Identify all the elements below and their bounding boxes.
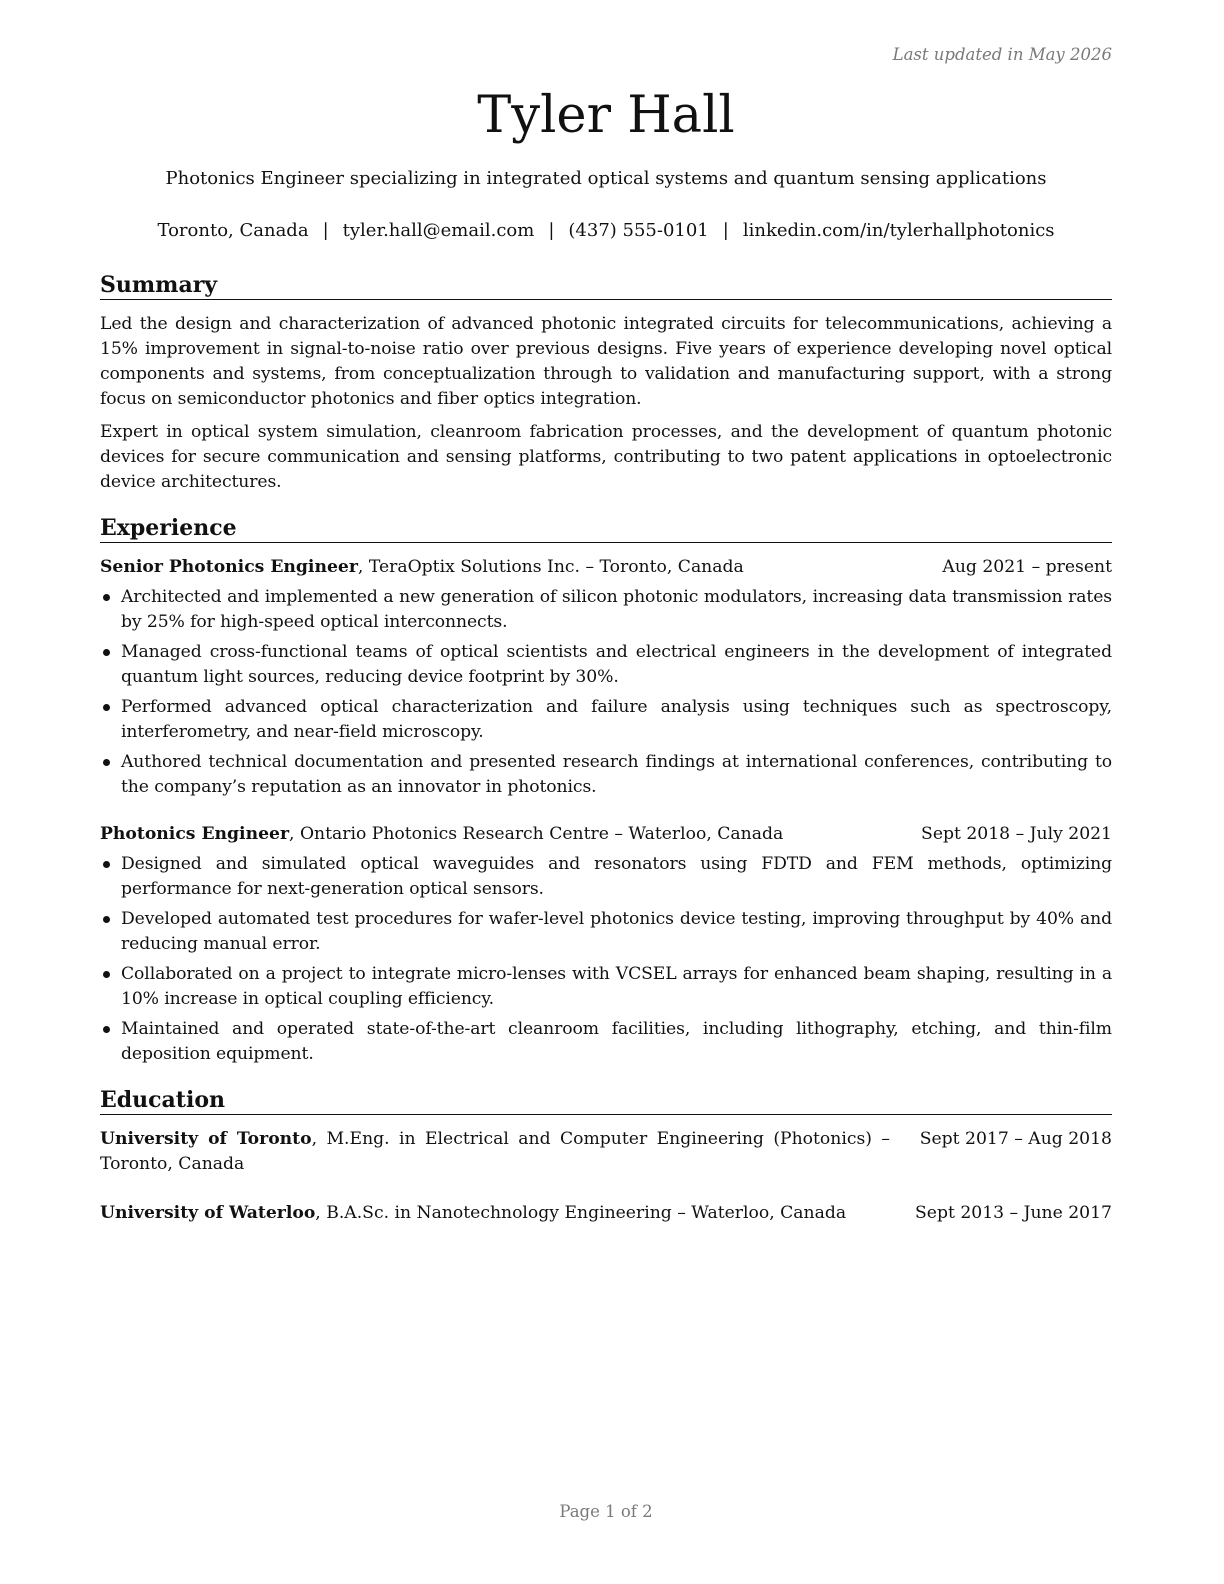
bullet-text: Performed advanced optical characterization and failure analysis using techniques such as spectroscopy, interferometry, and near-field microscopy. (121, 697, 1112, 742)
bullet-text: Collaborated on a project to integrate micro-lenses with VCSEL arrays for enhanced beam shaping, resulting in a 10% increase in optical coupling efficiency. (121, 964, 1112, 1009)
education-degree: , M.Eng. in Electrical and Computer Engineering (Photonics) – Toronto, Canada (100, 1129, 891, 1174)
bullet-dot-icon (103, 759, 110, 766)
bullet-dot-icon (103, 1026, 110, 1033)
bullet-dot-icon (103, 649, 110, 656)
section-title-summary: Summary (100, 272, 1112, 300)
job-bullets (100, 852, 1112, 1067)
education-entry (100, 1201, 1112, 1226)
job-entry (100, 555, 1112, 800)
bullet-text: Architected and implemented a new generation of silicon photonic modulators, increasing data transmission rates by 25% for high-speed optical interconnects. (121, 587, 1112, 632)
list-item (100, 907, 1112, 957)
job-entry (100, 822, 1112, 1067)
education-section (100, 1087, 1112, 1250)
job-title-line (100, 822, 783, 847)
bullet-text: Authored technical documentation and presented research findings at international conferences, contributing to the company’s reputation as an innovator in photonics. (121, 752, 1112, 797)
list-item (100, 852, 1112, 902)
candidate-name: Tyler Hall (477, 86, 735, 145)
job-header (100, 555, 1112, 580)
contact-phone: (437) 555-0101 (568, 220, 709, 241)
bullet-text: Designed and simulated optical waveguides and resonators using FDTD and FEM methods, optimizing performance for next-generation optical sensors. (121, 854, 1112, 899)
summary-paragraph: Led the design and characterization of advanced photonic integrated circuits for telecommunications, achieving a 15% improvement in signal-to-noise ratio over previous designs. Five years of experience developing novel optical components and systems, from conceptualization through to validation and manufacturing support, with a strong focus on semiconductor photonics and fiber optics integration. (100, 314, 1112, 409)
last-updated: Last updated in May 2026 (892, 45, 1112, 64)
bullet-text: Maintained and operated state-of-the-art cleanroom facilities, including lithography, etching, and thin-film deposition equipment. (121, 1019, 1112, 1064)
resume-page (100, 0, 1112, 1584)
contact-separator: | (322, 220, 329, 241)
bullet-dot-icon (103, 704, 110, 711)
summary-paragraph: Expert in optical system simulation, cleanroom fabrication processes, and the development of quantum photonic devices for secure communication and sensing platforms, contributing to two patent applications in optoelectronic device architectures. (100, 422, 1112, 492)
education-details (100, 1201, 900, 1226)
bullet-text: Managed cross-functional teams of optical scientists and electrical engineers in the development of integrated quantum light sources, reducing device footprint by 30%. (121, 642, 1112, 687)
education-degree: , B.A.Sc. in Nanotechnology Engineering – Waterloo, Canada (315, 1203, 847, 1223)
section-title-education: Education (100, 1087, 1112, 1115)
job-dates: Sept 2018 – July 2021 (921, 824, 1112, 844)
list-item (100, 750, 1112, 800)
bullet-dot-icon (103, 971, 110, 978)
page-number: Page 1 of 2 (559, 1502, 653, 1521)
bullet-dot-icon (103, 594, 110, 601)
experience-section (100, 515, 1112, 1089)
education-dates: Sept 2013 – June 2017 (915, 1203, 1112, 1223)
job-role: Photonics Engineer (100, 824, 290, 844)
list-item (100, 962, 1112, 1012)
job-bullets (100, 585, 1112, 800)
job-header (100, 822, 1112, 847)
bullet-dot-icon (103, 916, 110, 923)
education-school: University of Waterloo (100, 1203, 316, 1223)
job-org: , TeraOptix Solutions Inc. – Toronto, Canada (357, 557, 744, 577)
section-title-experience: Experience (100, 515, 1112, 543)
bullet-text: Developed automated test procedures for wafer-level photonics device testing, improving throughput by 40% and reducing manual error. (121, 909, 1112, 954)
summary-section (100, 272, 1112, 503)
job-role: Senior Photonics Engineer (100, 557, 358, 577)
job-dates: Aug 2021 – present (942, 557, 1112, 577)
contact-separator: | (548, 220, 555, 241)
contact-email[interactable]: tyler.hall@email.com (342, 220, 535, 241)
list-item (100, 1017, 1112, 1067)
list-item (100, 585, 1112, 635)
list-item (100, 695, 1112, 745)
contact-linkedin[interactable]: linkedin.com/in/tylerhallphotonics (742, 220, 1055, 241)
education-details (100, 1127, 890, 1177)
job-org: , Ontario Photonics Research Centre – Waterloo, Canada (289, 824, 784, 844)
list-item (100, 640, 1112, 690)
job-title-line (100, 555, 744, 580)
bullet-dot-icon (103, 861, 110, 868)
education-school: University of Toronto (100, 1129, 312, 1149)
contact-location: Toronto, Canada (157, 220, 309, 241)
contact-separator: | (722, 220, 729, 241)
contact-line (100, 219, 1112, 243)
tagline: Photonics Engineer specializing in integrated optical systems and quantum sensing applications (165, 168, 1047, 189)
education-dates: Sept 2017 – Aug 2018 (919, 1129, 1112, 1149)
education-entry (100, 1127, 1112, 1177)
